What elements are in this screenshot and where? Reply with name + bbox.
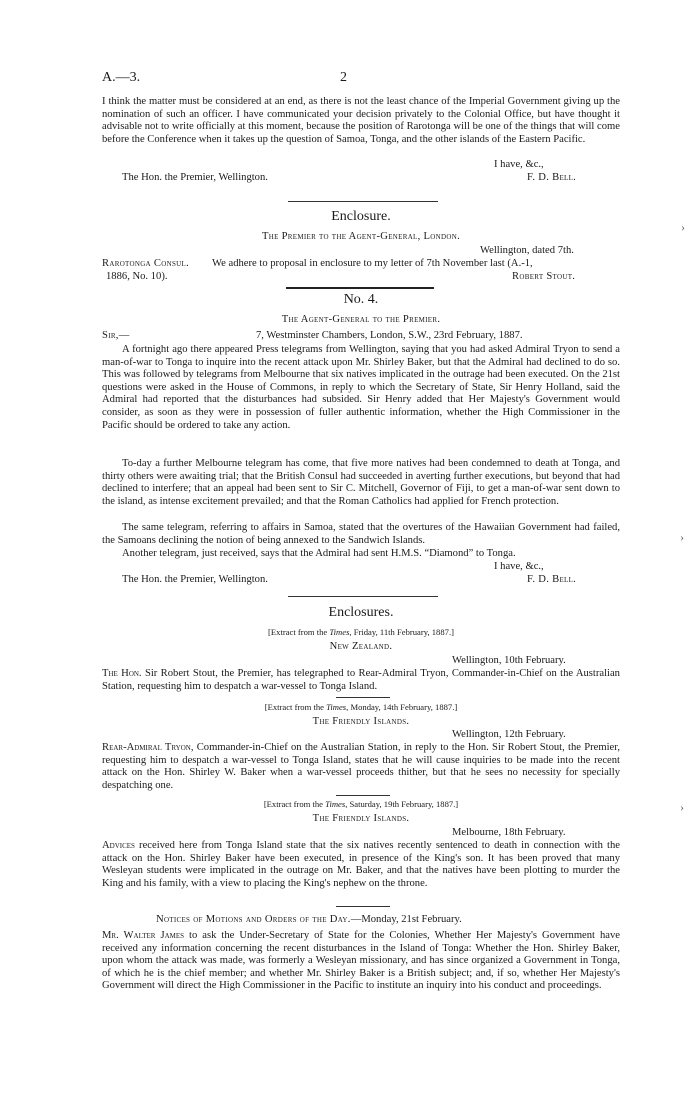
- letter-paragraph: A fortnight ago there appeared Press telegrams from Wellington, saying that you had asked Admiral Tryon to send a man-of-war to Tonga to inquire into the recent attack upon Mr. Shirley Baker, but that the Admiral had declined to do so. This was followed by telegrams from Melbourne that six natives implicated in the outrage had been executed. On the 21st questions were asked in the House of Commons, in reply to which the Secretary of State, Sir Henry Holland, said the Admiral had reported that the disturbances had subsided. Sir Henry added that Her Majesty's Government would consider, as soon as they were in possession of fuller authentic information, whether the High Commissioner in the Pacific should be ordered to take any action.: [102, 344, 620, 431]
- short-divider: [336, 697, 390, 698]
- notices-body: Mr. Walter James to ask the Under-Secretary of State for the Colonies, Whether Her Majesty's Government have received any information concerning the recent disturbances in the Island of Tonga: Whether the Hon. Shirley Baker, upon whom the attack was made, was formerly a Wesleyan missionary, and has since organized a Government in Tonga, of which he is the chief member; and whether Mr. Shirley Baker is a British subject; and, if so, whether Her Majesty's Government will direct the High Commissioner in the Pacific to institute an inquiry into his conduct and proceedings.: [102, 930, 620, 992]
- divider-thick: [286, 287, 434, 289]
- margin-mark: ›: [680, 530, 684, 544]
- letter-number: No. 4.: [343, 292, 379, 307]
- extract-subject: New Zealand.: [329, 641, 393, 652]
- enclosure-heading: Enclosure.: [331, 209, 391, 224]
- signature: F. D. Bell.: [527, 172, 577, 183]
- letter-from-to: The Agent-General to the Premier.: [281, 314, 441, 325]
- closing: I have, &c.,: [494, 561, 544, 572]
- enclosures-heading: Enclosures.: [328, 605, 394, 620]
- enclosure-dateline: Wellington, dated 7th.: [480, 245, 574, 256]
- divider: [288, 201, 438, 202]
- extract-citation: [Extract from the Times, Friday, 11th February, 1887.]: [268, 627, 454, 637]
- salutation: Sir,—: [102, 330, 130, 341]
- divider: [288, 596, 438, 597]
- letter-address: 7, Westminster Chambers, London, S.W., 23rd February, 1887.: [256, 330, 523, 341]
- extract-subject: The Friendly Islands.: [312, 813, 410, 824]
- enclosure-body-continued: 1886, No. 10).: [106, 271, 168, 282]
- addressee: The Hon. the Premier, Wellington.: [122, 172, 268, 183]
- extract-citation: [Extract from the Times, Monday, 14th February, 1887.]: [264, 702, 458, 712]
- document-reference: A.—3.: [102, 70, 141, 85]
- closing: I have, &c.,: [494, 159, 544, 170]
- extract-dateline: Wellington, 10th February.: [452, 655, 566, 666]
- extract-body: Rear-Admiral Tryon, Commander-in-Chief on the Australian Station, in reply to the Hon. Sir Robert Stout, the Premier, requesting him to despatch a war-vessel to Tonga Island, states that he will cause inquiries to be made into the recent attack on the Hon. Shirley W. Baker when a war-vessel proceeds thither, but that he sees no necessity for specially despatching one.: [102, 742, 620, 791]
- extract-dateline: Wellington, 12th February.: [452, 729, 566, 740]
- notices-heading: Notices of Motions and Orders of the Day.—Monday, 21st February.: [156, 914, 462, 925]
- signature: F. D. Bell.: [527, 574, 577, 585]
- margin-mark: ›: [680, 800, 684, 814]
- enclosure-side-label: Rarotonga Consul.: [102, 258, 190, 269]
- enclosure-signature: Robert Stout.: [512, 271, 576, 282]
- letter-paragraph: Another telegram, just received, says that the Admiral had sent H.M.S. “Diamond” to Tonga.: [122, 548, 516, 559]
- short-divider: [336, 795, 390, 796]
- addressee: The Hon. the Premier, Wellington.: [122, 574, 268, 585]
- page-number: 2: [340, 70, 347, 85]
- enclosure-body: We adhere to proposal in enclosure to my letter of 7th November last (A.-1,: [212, 258, 533, 269]
- short-divider: [336, 906, 390, 907]
- letter-paragraph: The same telegram, referring to affairs in Samoa, stated that the overtures of the Hawaiian Government had failed, the Samoans declining the notion of being annexed to the Sandwich Islands.: [102, 522, 620, 546]
- enclosure-from-to: The Premier to the Agent-General, London.: [261, 231, 461, 242]
- extract-dateline: Melbourne, 18th February.: [452, 827, 566, 838]
- extract-body: The Hon. Sir Robert Stout, the Premier, has telegraphed to Rear-Admiral Tryon, Commander-in-Chief on the Australian Station, requesting him to despatch a war-vessel to Tonga Island.: [102, 668, 620, 692]
- letter-paragraph: To-day a further Melbourne telegram has come, that five more natives had been condemned to death at Tonga, and thirty others were awaiting trial; that the British Consul had succeeded in averting further executions, but beyond that had declined to interfere; that an appeal had been sent to Sir C. Mitchell, Governor of Fiji, to get a man-of-war sent down to the island, as intense excitement prevailed; and that the Roman Catholics had applied for French protection.: [102, 458, 620, 507]
- extract-citation: [Extract from the Times, Saturday, 19th February, 1887.]: [263, 799, 459, 809]
- letter-paragraph: I think the matter must be considered at an end, as there is not the least chance of the Imperial Government giving up the nomination of such an officer. I have communicated your decision privately to the Colonial Office, but have thought it advisable not to write officially at this moment, because the position of Rarotonga will be one of the things that will come before the Conference when it takes up the question of Samoa, Tonga, and the other islands of the Eastern Pacific.: [102, 96, 620, 145]
- margin-mark: ›: [681, 220, 685, 234]
- extract-subject: The Friendly Islands.: [312, 716, 410, 727]
- extract-body: Advices received here from Tonga Island state that the six natives recently sentenced to death in connection with the attack on the Hon. Shirley Baker have been executed, in presence of the King's son. It has been proved that many Wesleyan students were implicated in the outrage on Mr. Baker, and that the natives have been plotting to murder the King and his family, with a view to placing the King's nephew on the throne.: [102, 840, 620, 889]
